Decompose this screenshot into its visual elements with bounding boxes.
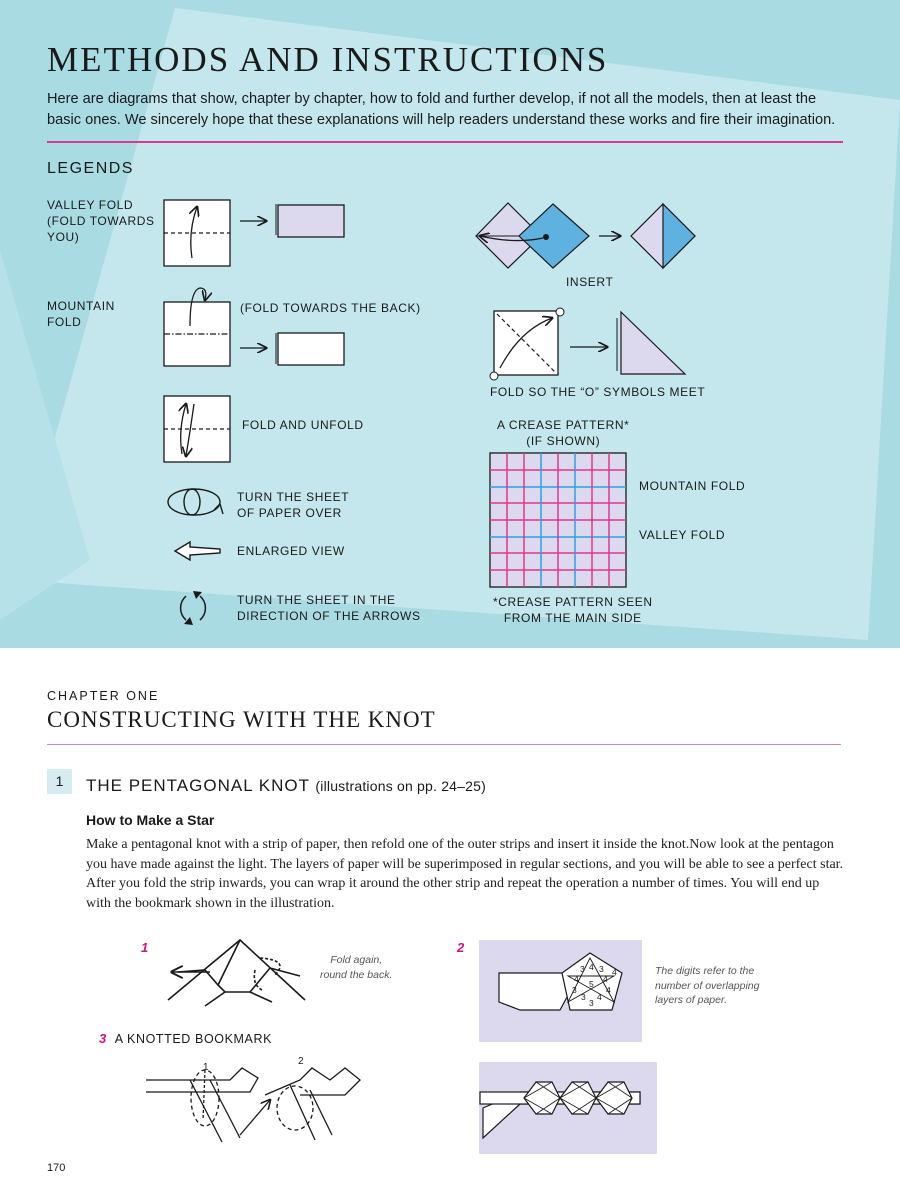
mountain-fold-label: MOUNTAIN FOLD xyxy=(47,299,115,329)
step-1-number: 1 xyxy=(141,940,149,955)
svg-text:3: 3 xyxy=(580,964,585,974)
valley-fold-diagram xyxy=(164,200,344,266)
step-3-sub-2: 2 xyxy=(298,1056,305,1067)
intro-text: Here are diagrams that show, chapter by chapter, how to fold and further develop, if not all the models, then at least the basic ones. We sincerely hope that these explanations will help readers understand these works and fire their imagination. xyxy=(47,91,836,128)
page-title: METHODS AND INSTRUCTIONS xyxy=(47,40,609,79)
turn-over-icon xyxy=(168,489,223,515)
knot-figures xyxy=(0,930,900,1160)
fold-and-unfold-label: FOLD AND UNFOLD xyxy=(242,418,364,432)
svg-text:4: 4 xyxy=(574,974,579,984)
enlarged-view-icon xyxy=(175,542,220,560)
svg-text:3: 3 xyxy=(589,998,594,1008)
enlarged-view-label: ENLARGED VIEW xyxy=(237,544,345,558)
step-1-note: Fold again, round the back. xyxy=(320,954,393,981)
chapter-title: CONSTRUCTING WITH THE KNOT xyxy=(47,707,436,732)
cp-valley-label: VALLEY FOLD xyxy=(639,528,726,542)
step-1-figure xyxy=(168,940,305,1006)
svg-text:5: 5 xyxy=(589,979,594,989)
subheading: How to Make a Star xyxy=(86,812,215,828)
svg-text:4: 4 xyxy=(589,962,594,972)
section-title-note: (illustrations on pp. 24–25) xyxy=(315,778,486,794)
page-number: 170 xyxy=(47,1162,66,1174)
svg-text:4: 4 xyxy=(612,967,617,977)
chapter-label: CHAPTER ONE xyxy=(47,689,160,703)
svg-text:4: 4 xyxy=(603,974,608,984)
step-2-note: The digits refer to the number of overlapping layers of paper. xyxy=(655,965,760,1006)
fold-o-symbols-label: FOLD SO THE “O” SYMBOLS MEET xyxy=(490,385,706,399)
turn-over-label: TURN THE SHEET OF PAPER OVER xyxy=(237,490,350,520)
insert-label: INSERT xyxy=(566,275,614,289)
rotate-arrows-icon xyxy=(181,591,206,625)
cp-footnote: *CREASE PATTERN SEEN FROM THE MAIN SIDE xyxy=(493,595,653,625)
crease-pattern-label: A CREASE PATTERN* (IF SHOWN) xyxy=(497,418,630,448)
step-3-sub-1: 1 xyxy=(203,1062,210,1073)
turn-direction-label: TURN THE SHEET IN THE DIRECTION OF THE ARROWS xyxy=(237,593,421,623)
legends-heading: LEGENDS xyxy=(47,160,134,177)
svg-text:4: 4 xyxy=(606,985,611,995)
step-2-number: 2 xyxy=(457,940,465,955)
svg-text:3: 3 xyxy=(581,992,586,1002)
svg-text:3: 3 xyxy=(572,985,577,995)
step-3-heading: 3 A KNOTTED BOOKMARK xyxy=(99,1031,273,1046)
chapter-divider xyxy=(47,744,841,745)
insert-diagram xyxy=(476,203,695,268)
mountain-fold-diagram xyxy=(164,288,344,366)
o-fold-diagram xyxy=(490,308,685,380)
section-title: THE PENTAGONAL KNOT (illustrations on pp. 24–25) xyxy=(86,776,486,795)
section-number: 1 xyxy=(47,769,72,794)
step-3-figure-1 xyxy=(146,1068,258,1142)
cp-mountain-label: MOUNTAIN FOLD xyxy=(639,479,746,493)
valley-fold-label: VALLEY FOLD (FOLD TOWARDS YOU) xyxy=(47,198,155,244)
svg-text:3: 3 xyxy=(599,964,604,974)
crease-pattern-diagram xyxy=(490,453,626,587)
fold-unfold-diagram xyxy=(164,396,230,462)
fold-towards-back-label: (FOLD TOWARDS THE BACK) xyxy=(240,301,421,315)
body-text: Make a pentagonal knot with a strip of paper, then refold one of the outer strips and insert it inside the knot.Now look at the pentagon you have made against the light. The layers of paper will be superimposed in regular sections, and you will be able to see a perfect star. After you fold the strip inwards, you can wrap it around the other strip and repeat the operation a number of times. You will end up with the bookmark shown in the illustration. xyxy=(86,837,844,911)
svg-text:4: 4 xyxy=(597,992,602,1002)
